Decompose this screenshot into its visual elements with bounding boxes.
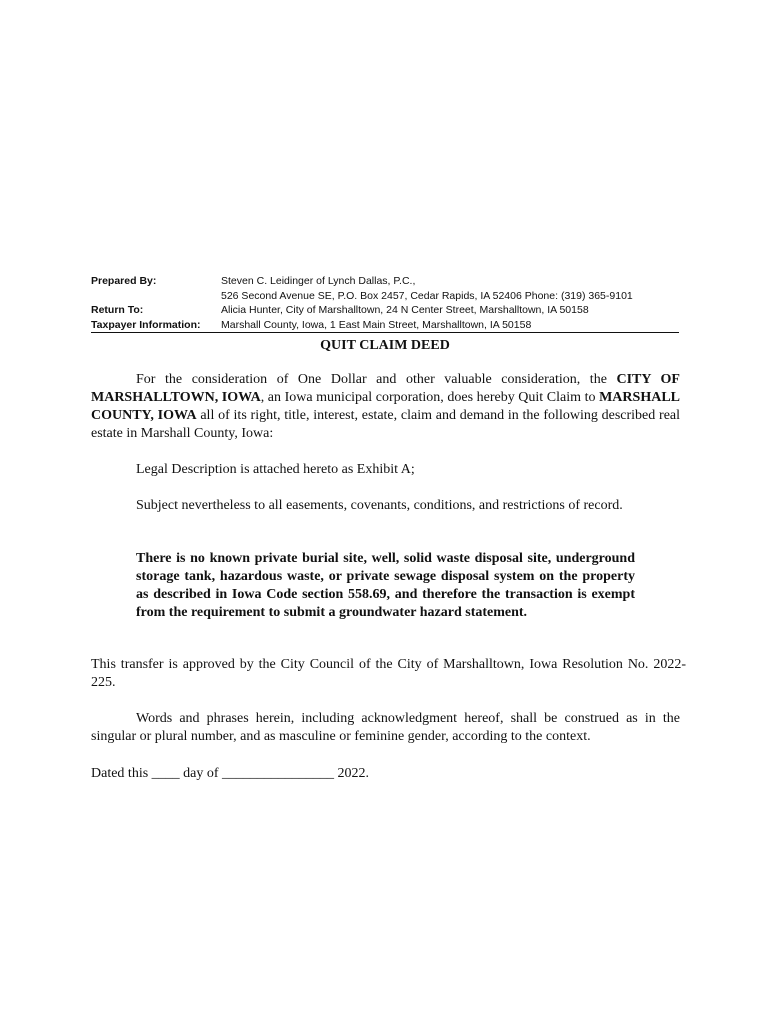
consideration-text-2: , an Iowa municipal corporation, does hereby Quit Claim to (260, 390, 600, 405)
approval-paragraph: This transfer is approved by the City Council of the City of Marshalltown, Iowa Resolution No. 2022-225. (91, 657, 686, 690)
document-title: QUIT CLAIM DEED (320, 338, 450, 353)
return-to-value: Alicia Hunter, City of Marshalltown, 24 N Center Street, Marshalltown, IA 50158 (221, 304, 589, 316)
construction-paragraph: Words and phrases herein, including acknowledgment hereof, shall be construed as in the singular or plural number, and as masculine or feminine gender, according to the context. (91, 711, 680, 744)
taxpayer-label: Taxpayer Information: (91, 318, 201, 331)
prepared-by-address: 526 Second Avenue SE, P.O. Box 2457, Cedar Rapids, IA 52406 Phone: (319) 365-9101 (221, 289, 633, 302)
prepared-by-row (91, 274, 679, 289)
taxpayer-row (91, 318, 679, 334)
groundwater-disclosure: There is no known private burial site, well, solid waste disposal site, underground storage tank, hazardous waste, or private sewage disposal system on the property as described in Iowa Code section 558.69, and therefore the transaction is exempt from the requirement to submit a groundwater hazard statement. (136, 551, 635, 620)
return-to-label: Return To: (91, 304, 144, 316)
prepared-by-value: Steven C. Leidinger of Lynch Dallas, P.C., (221, 275, 416, 287)
grantee-name: MARSHALL COUNTY, IOWA (91, 390, 680, 423)
recording-header (91, 274, 679, 333)
prepared-by-label: Prepared By: (91, 275, 157, 287)
consideration-text-3: all of its right, title, interest, estate, claim and demand in the following described real estate in Marshall County, Iowa: (91, 408, 681, 441)
consideration-text-1: For the consideration of One Dollar and other valuable consideration, the (136, 372, 617, 387)
dated-line: Dated this ____ day of ________________ 2022. (91, 766, 370, 781)
taxpayer-value: Marshall County, Iowa, 1 East Main Street, Marshalltown, IA 50158 (221, 318, 532, 331)
grantor-name: CITY OF MARSHALLTOWN, IOWA (91, 372, 680, 405)
return-to-row (91, 303, 679, 318)
consideration-paragraph (91, 371, 680, 443)
legal-description: Legal Description is attached hereto as Exhibit A; (136, 462, 415, 477)
subject-to-paragraph: Subject nevertheless to all easements, covenants, conditions, and restrictions of record. (136, 498, 623, 513)
prepared-by-address-row (91, 289, 679, 304)
